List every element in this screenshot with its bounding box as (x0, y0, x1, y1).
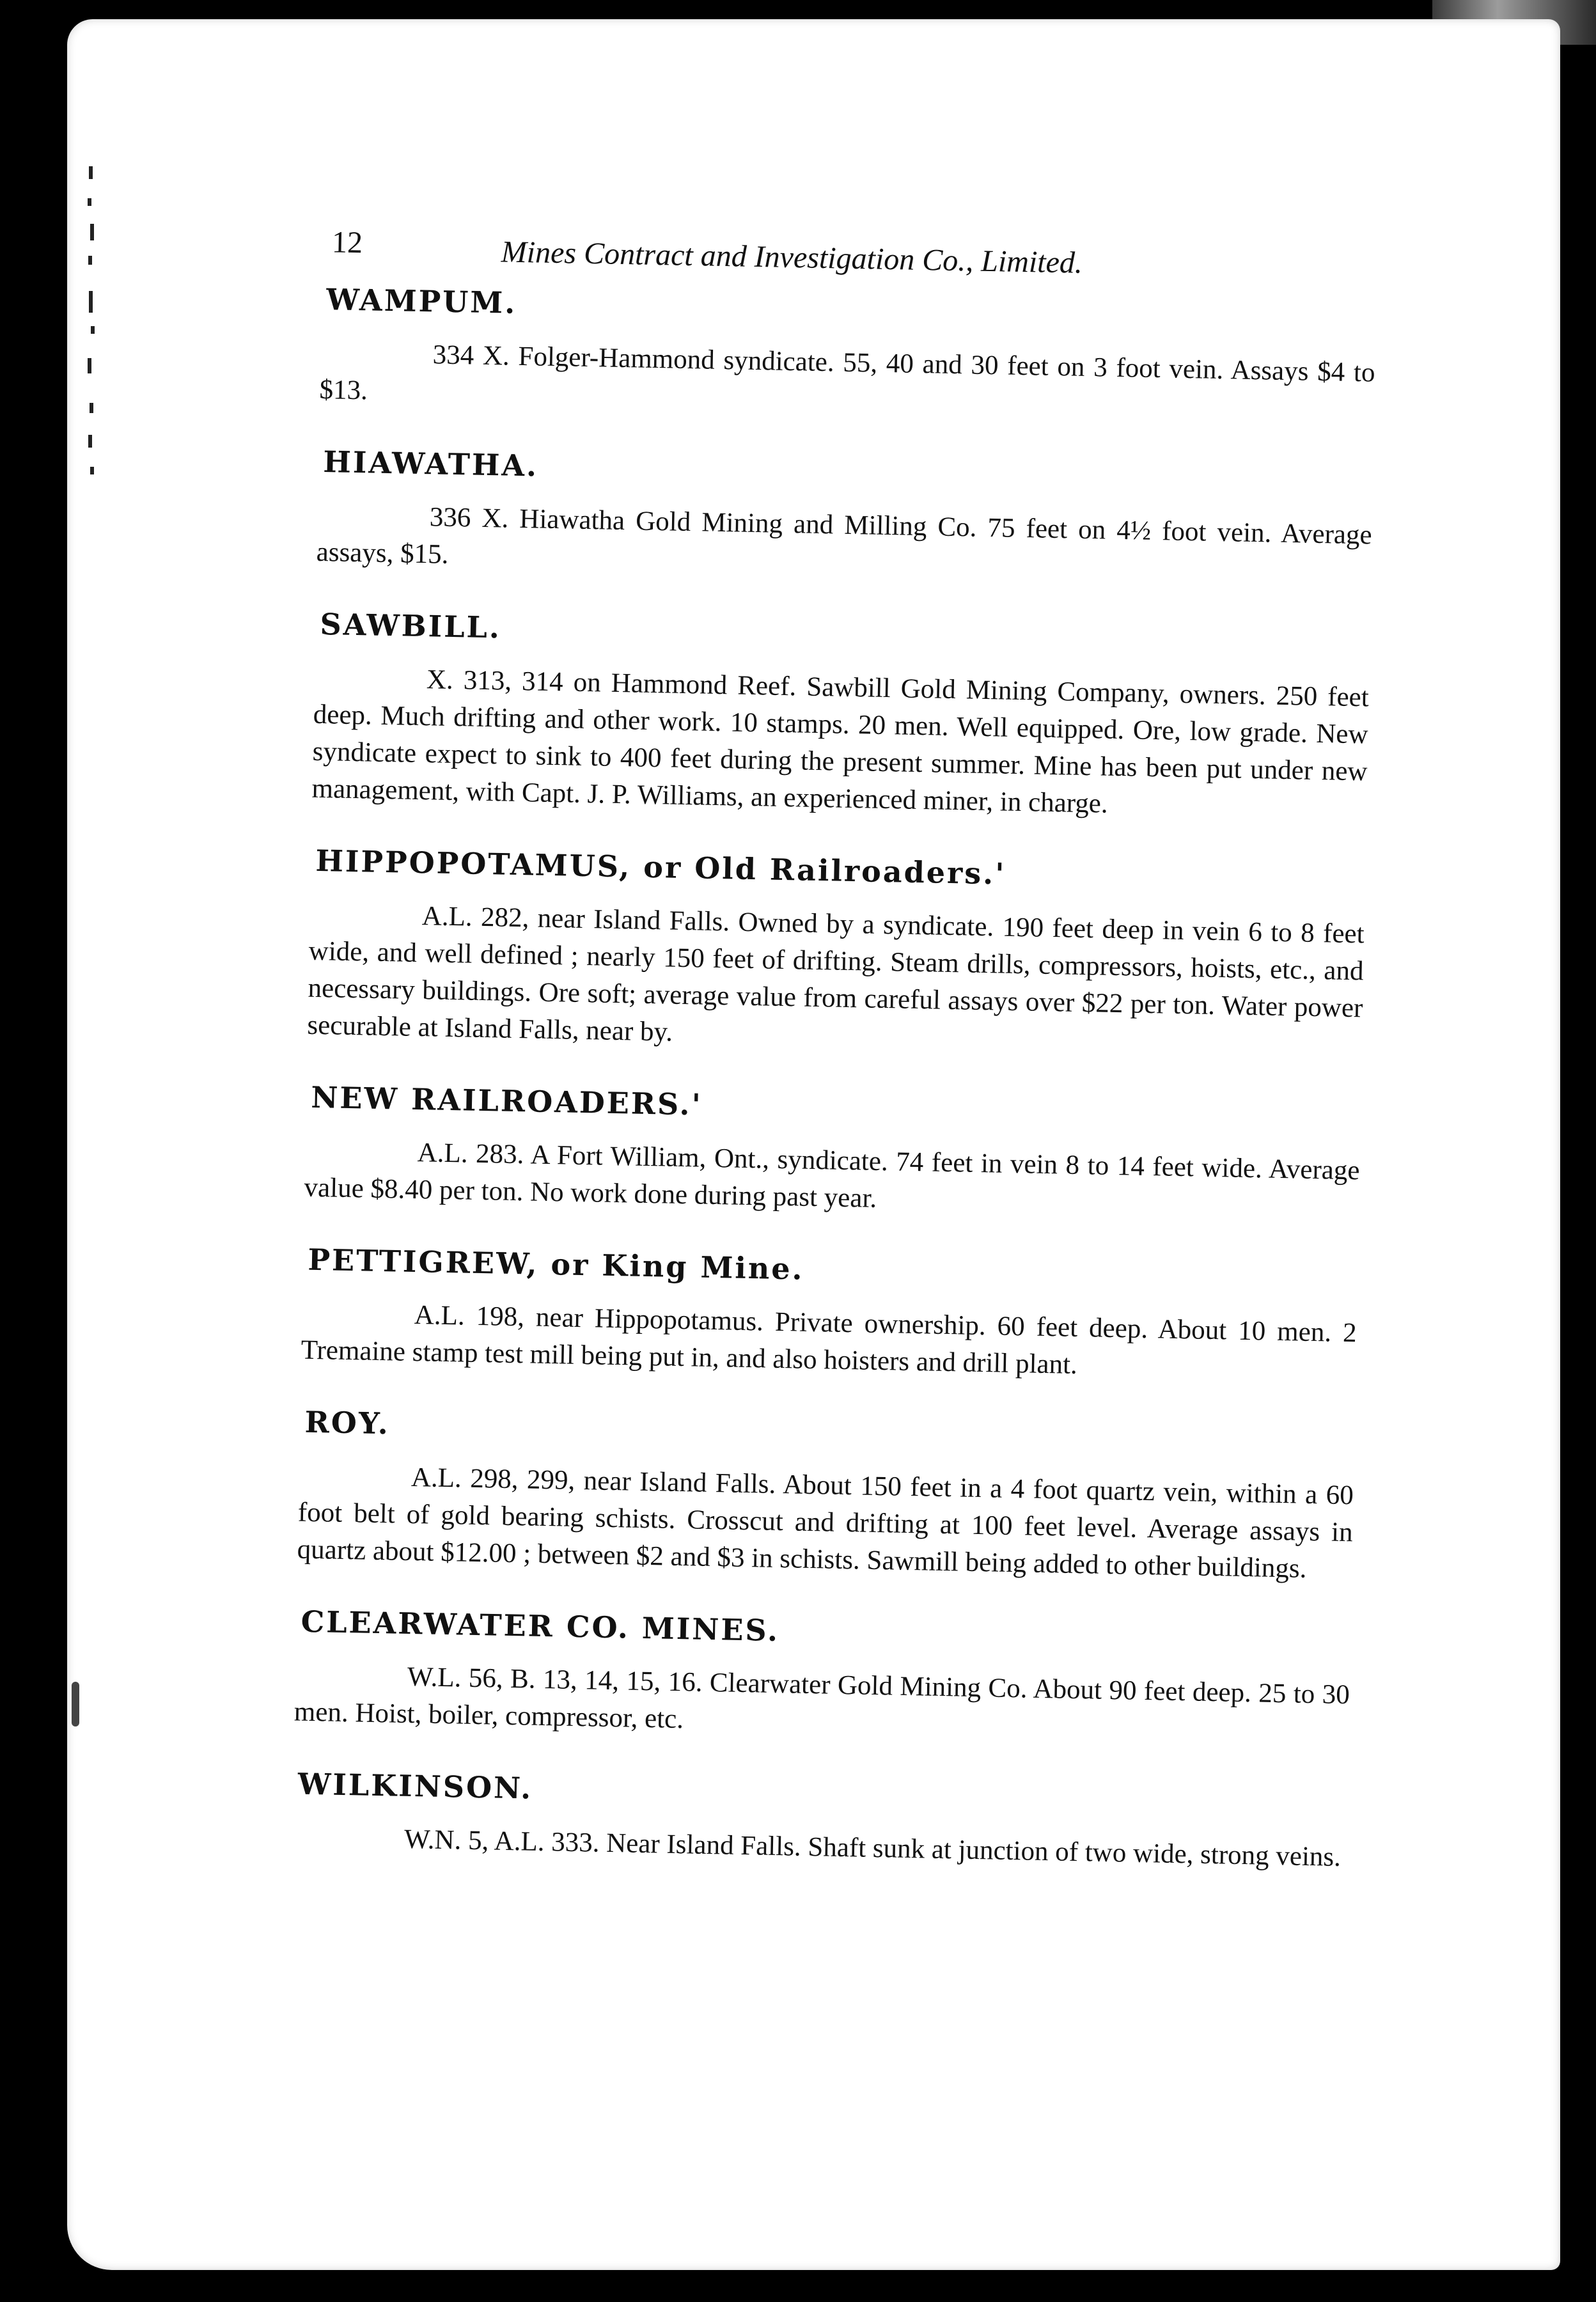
entry-body: A.L. 282, near Island Falls. Owned by a syndicate. 190 feet deep in vein 6 to 8 feet wide, and well defined ; nearly 150 feet of drifting. Steam drills, compressors, hoists, etc., and necessary buildings. Ore soft; average value from careful assays over $22 per ton. Water power securable at Island Falls, near by. (307, 901, 1365, 1047)
mine-entry-new-railroaders (272, 1079, 1361, 1227)
binding-marks (86, 166, 112, 524)
mine-entry-wampum (287, 281, 1376, 429)
entry-heading: WILKINSON. (297, 1766, 533, 1806)
entry-heading: PETTIGREW, or King Mine. (308, 1242, 805, 1287)
entry-heading: WAMPUM. (325, 282, 517, 320)
entry-body: X. 313, 314 on Hammond Reef. Sawbill Gold Mining Company, owners. 250 feet deep. Much drifting and other work. 10 stamps. 20 men. Well equipped. Ore, low grade. New syndicate expect to sink to 400 feet during the present summer. Mine has been put under new management, with Capt. J. P. Williams, an experienced miner, in charge. (311, 664, 1370, 819)
entry-body: A.L. 298, 299, near Island Falls. About 150 feet in a 4 foot quartz vein, within a 60 foot belt of gold bearing schists. Crosscut and drifting at 100 feet level. Average assays in quartz about $12.00 ; between $2 and $3 in schists. Sawmill being added to other buildings. (297, 1462, 1354, 1584)
binding-hole (72, 1682, 79, 1726)
entry-heading: ROY. (304, 1404, 391, 1441)
mine-entry-hippopotamus (275, 843, 1366, 1065)
page-text (259, 211, 1378, 1912)
entry-body: 334 X. Folger-Hammond syndicate. 55, 40 and 30 feet on 3 foot vein. Assays $4 to $13. (319, 340, 1375, 406)
entry-body: 336 X. Hiawatha Gold Mining and Milling Co. 75 feet on 4½ foot vein. Average assays, $15. (316, 502, 1373, 570)
running-head-title: Mines Contract and Investigation Co., Limited. (501, 235, 1083, 280)
entry-body: W.N. 5, A.L. 333. Near Island Falls. Shaft sunk at junction of two wide, strong veins. (403, 1824, 1342, 1872)
mine-entry-roy (265, 1404, 1355, 1589)
entry-heading: SAWBILL. (320, 606, 502, 645)
entry-heading: NEW RAILROADERS.' (310, 1079, 703, 1122)
entry-body: A.L. 283. A Fort William, Ont., syndicate. 74 feet in vein 8 to 14 feet wide. Average value $8.40 per ton. No work done during past year. (304, 1138, 1360, 1214)
entry-heading: HIPPOPOTAMUS, or Old Railroaders.' (315, 843, 1006, 891)
mine-entry-sawbill (279, 606, 1370, 828)
mine-entry-wilkinson (260, 1766, 1348, 1877)
entry-body: W.L. 56, B. 13, 14, 15, 16. Clearwater Gold Mining Co. About 90 feet deep. 25 to 30 men. Hoist, boiler, compressor, etc. (293, 1661, 1350, 1735)
entry-heading: CLEARWATER CO. MINES. (301, 1604, 780, 1648)
mine-entry-clearwater (262, 1604, 1350, 1751)
entry-heading: HIAWATHA. (322, 444, 539, 483)
mine-entry-hiawatha (284, 444, 1373, 591)
entry-body: A.L. 198, near Hippopotamus. Private ownership. 60 feet deep. About 10 men. 2 Tremaine stamp test mill being put in, and also hoisters and drill plant. (301, 1300, 1357, 1380)
page-number: 12 (331, 225, 363, 260)
mine-entry-pettigrew (269, 1242, 1357, 1390)
